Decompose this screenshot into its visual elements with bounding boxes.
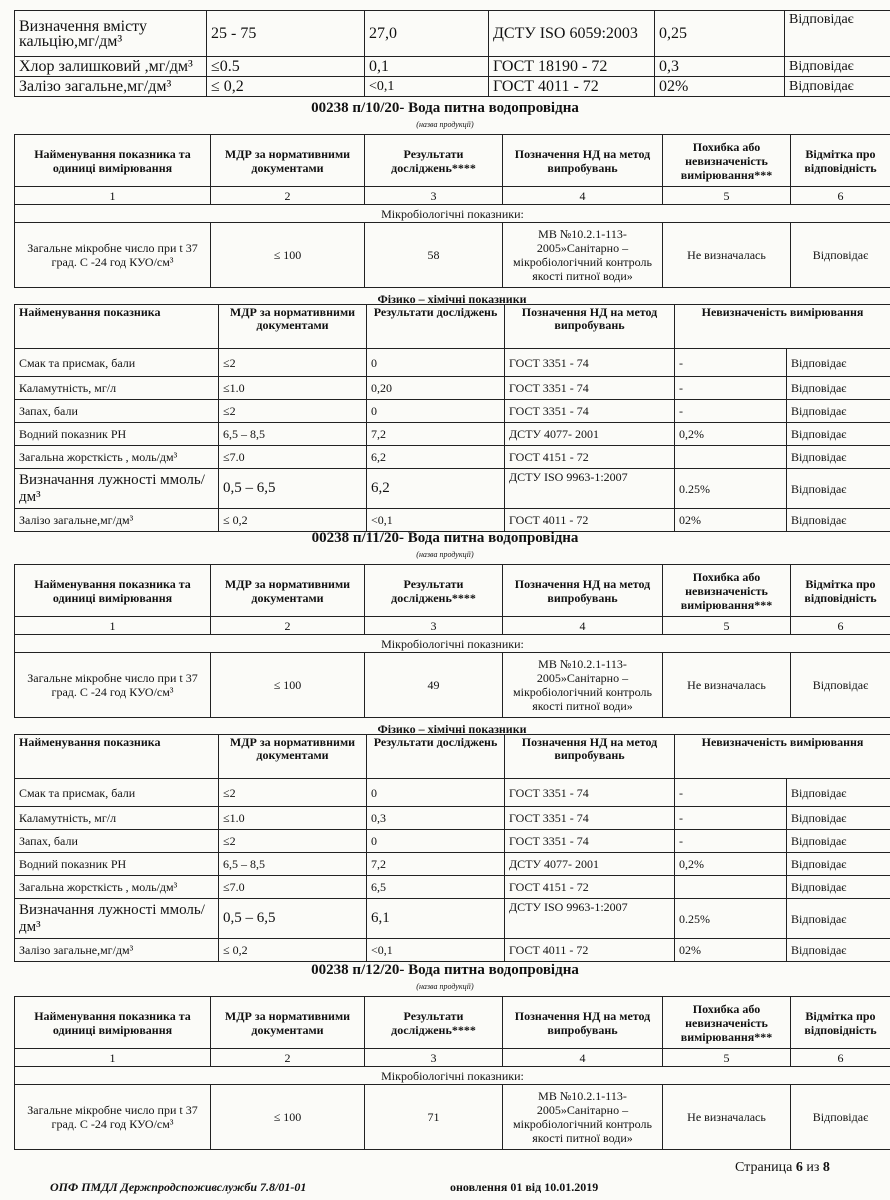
norm-value: ≤2	[219, 830, 367, 853]
mark-value: Відповідає	[787, 377, 890, 400]
uncert-value: 0,2%	[675, 423, 787, 446]
norm-value: ≤2	[219, 779, 367, 807]
mark-value: Відповідає	[787, 853, 890, 876]
header-name: Найменування показника та одиниці вимірювання	[15, 565, 211, 617]
norm-value: 6,5 – 8,5	[219, 423, 367, 446]
col-num: 1	[15, 617, 211, 635]
norm-value: 0,5 – 6,5	[219, 899, 367, 939]
table-row	[15, 1085, 890, 1150]
method-value: ГОСТ 3351 - 74	[505, 807, 675, 830]
header-method: Позначення НД на метод випробувань	[505, 735, 675, 779]
result-value: 0,20	[367, 377, 505, 400]
method-value: ГОСТ 3351 - 74	[505, 830, 675, 853]
column-numbers-row	[15, 617, 890, 635]
uncert-value: Не визначалась	[663, 653, 791, 718]
header-method: Позначення НД на метод випробувань	[503, 565, 663, 617]
method-value: ГОСТ 3351 - 74	[505, 400, 675, 423]
result-value: 71	[365, 1085, 503, 1150]
param-name: Каламутність, мг/л	[15, 807, 219, 830]
mark-value: Відповідає	[791, 1085, 890, 1150]
mark-value: Відповідає	[787, 939, 890, 962]
norm-value: ≤1.0	[219, 807, 367, 830]
col-num: 5	[663, 617, 791, 635]
method-value: ДСТУ ISO 9963-1:2007	[505, 469, 675, 509]
uncert-value: Не визначалась	[663, 1085, 791, 1150]
param-name: Залізо загальне,мг/дм³	[15, 509, 219, 532]
result-value: 0	[367, 400, 505, 423]
param-name: Смак та присмак, бали	[15, 349, 219, 377]
param-name: Смак та присмак, бали	[15, 779, 219, 807]
table-header-row	[15, 565, 890, 617]
uncert-value: 02%	[655, 77, 785, 97]
col-num: 3	[365, 1049, 503, 1067]
param-name: Визначення вмісту кальцію,мг/дм³	[15, 11, 207, 57]
method-value: ГОСТ 3351 - 74	[505, 779, 675, 807]
param-name: Загальне мікробне число при t 37 град. С -24 год КУО/см³	[15, 223, 211, 288]
table-header-row	[15, 305, 890, 349]
footer-form-code: ОПФ ПМДЛ Держпродспоживслужби 7.8/01-01	[50, 1180, 307, 1194]
method-value: ГОСТ 4011 - 72	[489, 77, 655, 97]
result-value: 0,1	[365, 57, 489, 77]
result-value: 6,5	[367, 876, 505, 899]
uncert-value: -	[675, 349, 787, 377]
mark-value: Відповідає	[787, 349, 890, 377]
col-num: 3	[365, 187, 503, 205]
param-name: Каламутність, мг/л	[15, 377, 219, 400]
uncert-value: 0,2%	[675, 853, 787, 876]
micro-table	[14, 996, 890, 1150]
uncert-value: 0,25	[655, 11, 785, 57]
mark-value: Відповідає	[785, 77, 890, 97]
table-row	[15, 807, 890, 830]
result-value: 0	[367, 349, 505, 377]
product-subtitle: (назва продукції)	[416, 120, 474, 129]
table-row	[15, 469, 890, 509]
header-mark: Відмітка про відповідність	[791, 565, 890, 617]
method-value: ДСТУ 4077- 2001	[505, 853, 675, 876]
col-num: 4	[503, 617, 663, 635]
table-header-row	[15, 735, 890, 779]
product-title: 00238 п/11/20- Вода питна водопровідна	[311, 530, 579, 546]
result-value: 7,2	[367, 853, 505, 876]
method-value: ГОСТ 4151 - 72	[505, 446, 675, 469]
table-row	[15, 377, 890, 400]
mark-value: Відповідає	[787, 509, 890, 532]
col-num: 2	[211, 1049, 365, 1067]
method-value: ГОСТ 4011 - 72	[505, 509, 675, 532]
header-result: Результати досліджень****	[365, 997, 503, 1049]
header-mark: Відмітка про відповідність	[791, 135, 890, 187]
param-name: Водний показник РН	[15, 853, 219, 876]
micro-table	[14, 134, 890, 288]
norm-value: ≤7.0	[219, 446, 367, 469]
col-num: 5	[663, 1049, 791, 1067]
param-name: Визначання лужності ммоль/дм³	[15, 899, 219, 939]
method-value: ДСТУ ISO 9963-1:2007	[505, 899, 675, 939]
table-row	[15, 223, 890, 288]
section-row	[15, 1067, 890, 1085]
header-result: Результати досліджень	[367, 305, 505, 349]
norm-value: ≤2	[219, 400, 367, 423]
mark-value: Відповідає	[787, 423, 890, 446]
mark-value: Відповідає	[785, 11, 890, 57]
table-row	[15, 11, 890, 57]
section-label: Фізико – хімічні показники	[377, 292, 527, 306]
uncert-value: 02%	[675, 509, 787, 532]
method-value: ГОСТ 3351 - 74	[505, 349, 675, 377]
method-value: ДСТУ ISO 6059:2003	[489, 11, 655, 57]
table-row	[15, 349, 890, 377]
norm-value: ≤ 0,2	[207, 77, 365, 97]
mark-value: Відповідає	[785, 57, 890, 77]
table-row	[15, 939, 890, 962]
mark-value: Відповідає	[787, 446, 890, 469]
uncert-value: 0.25%	[675, 899, 787, 939]
header-uncert: Невизначеність вимірювання	[675, 735, 890, 779]
norm-value: ≤ 0,2	[219, 509, 367, 532]
result-value: 0	[367, 830, 505, 853]
uncert-value: -	[675, 377, 787, 400]
col-num: 3	[365, 617, 503, 635]
section-row	[15, 205, 890, 223]
header-result: Результати досліджень	[367, 735, 505, 779]
uncert-value: -	[675, 830, 787, 853]
table-row	[15, 423, 890, 446]
header-mdr: МДР за нормативними документами	[219, 305, 367, 349]
param-name: Залізо загальне,мг/дм³	[15, 939, 219, 962]
result-value: 0,3	[367, 807, 505, 830]
result-value: 6,1	[367, 899, 505, 939]
table-header-row	[15, 997, 890, 1049]
norm-value: ≤2	[219, 349, 367, 377]
method-value: МВ №10.2.1-113-2005»Санітарно – мікробіологічний контроль якості питної води»	[503, 653, 663, 718]
uncert-value: 02%	[675, 939, 787, 962]
section-label: Мікробіологічні показники:	[15, 205, 890, 223]
header-method: Позначення НД на метод випробувань	[503, 997, 663, 1049]
mark-value: Відповідає	[787, 876, 890, 899]
table-row	[15, 853, 890, 876]
param-name: Запах, бали	[15, 830, 219, 853]
result-value: <0,1	[367, 509, 505, 532]
table-row	[15, 899, 890, 939]
norm-value: ≤ 100	[211, 223, 365, 288]
page-number	[735, 1160, 830, 1176]
col-num: 6	[791, 1049, 890, 1067]
param-name: Загальне мікробне число при t 37 град. С -24 год КУО/см³	[15, 653, 211, 718]
col-num: 2	[211, 617, 365, 635]
table-row	[15, 779, 890, 807]
footer-revision: оновлення 01 від 10.01.2019	[450, 1180, 599, 1194]
uncert-value: -	[675, 807, 787, 830]
product-subtitle: (назва продукції)	[416, 550, 474, 559]
table-row	[15, 876, 890, 899]
uncert-value: 0.25%	[675, 469, 787, 509]
mark-value: Відповідає	[787, 469, 890, 509]
micro-table	[14, 564, 890, 718]
param-name: Хлор залишковий ,мг/дм³	[15, 57, 207, 77]
page-prefix: Страница	[735, 1160, 793, 1175]
mark-value: Відповідає	[787, 400, 890, 423]
header-mdr: МДР за нормативними документами	[219, 735, 367, 779]
method-value: МВ №10.2.1-113-2005»Санітарно – мікробіологічний контроль якості питної води»	[503, 223, 663, 288]
param-name: Запах, бали	[15, 400, 219, 423]
table-row	[15, 653, 890, 718]
phys-table	[14, 304, 890, 532]
result-value: 49	[365, 653, 503, 718]
col-num: 5	[663, 187, 791, 205]
param-name: Загальна жорсткість , моль/дм³	[15, 876, 219, 899]
norm-value: ≤ 100	[211, 1085, 365, 1150]
norm-value: 25 - 75	[207, 11, 365, 57]
section-row	[15, 635, 890, 653]
table-row	[15, 509, 890, 532]
param-name: Залізо загальне,мг/дм³	[15, 77, 207, 97]
header-name: Найменування показника	[15, 305, 219, 349]
product-title: 00238 п/10/20- Вода питна водопровідна	[311, 100, 579, 116]
page-of: из	[806, 1160, 820, 1175]
mark-value: Відповідає	[787, 807, 890, 830]
uncert-value	[675, 446, 787, 469]
header-result: Результати досліджень****	[365, 135, 503, 187]
result-value: 27,0	[365, 11, 489, 57]
section-label: Мікробіологічні показники:	[15, 635, 890, 653]
col-num: 6	[791, 187, 890, 205]
result-value: 58	[365, 223, 503, 288]
table-row	[15, 57, 890, 77]
column-numbers-row	[15, 187, 890, 205]
norm-value: ≤ 100	[211, 653, 365, 718]
param-name: Загальне мікробне число при t 37 град. С -24 год КУО/см³	[15, 1085, 211, 1150]
norm-value: ≤7.0	[219, 876, 367, 899]
result-value: 7,2	[367, 423, 505, 446]
uncert-value: Не визначалась	[663, 223, 791, 288]
result-value: 6,2	[367, 469, 505, 509]
col-num: 1	[15, 187, 211, 205]
header-result: Результати досліджень****	[365, 565, 503, 617]
page-total: 8	[822, 1160, 830, 1175]
mark-value: Відповідає	[791, 653, 890, 718]
norm-value: ≤0.5	[207, 57, 365, 77]
header-mark: Відмітка про відповідність	[791, 997, 890, 1049]
method-value: ДСТУ 4077- 2001	[505, 423, 675, 446]
section-label: Мікробіологічні показники:	[15, 1067, 890, 1085]
header-mdr: МДР за нормативними документами	[211, 135, 365, 187]
column-numbers-row	[15, 1049, 890, 1067]
header-name: Найменування показника	[15, 735, 219, 779]
uncert-value: 0,3	[655, 57, 785, 77]
norm-value: ≤ 0,2	[219, 939, 367, 962]
method-value: МВ №10.2.1-113-2005»Санітарно – мікробіологічний контроль якості питної води»	[503, 1085, 663, 1150]
norm-value: ≤1.0	[219, 377, 367, 400]
mark-value: Відповідає	[787, 779, 890, 807]
continued-table	[14, 10, 890, 97]
mark-value: Відповідає	[787, 899, 890, 939]
uncert-value: -	[675, 779, 787, 807]
method-value: ГОСТ 4011 - 72	[505, 939, 675, 962]
col-num: 2	[211, 187, 365, 205]
header-uncert: Похибка або невизначеність вимірювання***	[663, 135, 791, 187]
page-current: 6	[795, 1160, 803, 1175]
table-row	[15, 400, 890, 423]
mark-value: Відповідає	[787, 830, 890, 853]
header-uncert: Похибка або невизначеність вимірювання***	[663, 565, 791, 617]
param-name: Визначання лужності ммоль/дм³	[15, 469, 219, 509]
col-num: 1	[15, 1049, 211, 1067]
section-label: Фізико – хімічні показники	[377, 722, 527, 736]
header-name: Найменування показника та одиниці вимірювання	[15, 997, 211, 1049]
method-value: ГОСТ 4151 - 72	[505, 876, 675, 899]
table-row	[15, 77, 890, 97]
header-uncert: Похибка або невизначеність вимірювання***	[663, 997, 791, 1049]
method-value: ГОСТ 3351 - 74	[505, 377, 675, 400]
header-method: Позначення НД на метод випробувань	[505, 305, 675, 349]
col-num: 6	[791, 617, 890, 635]
header-mdr: МДР за нормативними документами	[211, 997, 365, 1049]
param-name: Загальна жорсткість , моль/дм³	[15, 446, 219, 469]
header-method: Позначення НД на метод випробувань	[503, 135, 663, 187]
uncert-value	[675, 876, 787, 899]
table-row	[15, 830, 890, 853]
result-value: 6,2	[367, 446, 505, 469]
col-num: 4	[503, 187, 663, 205]
header-mdr: МДР за нормативними документами	[211, 565, 365, 617]
param-name: Водний показник РН	[15, 423, 219, 446]
uncert-value: -	[675, 400, 787, 423]
result-value: <0,1	[367, 939, 505, 962]
col-num: 4	[503, 1049, 663, 1067]
product-title: 00238 п/12/20- Вода питна водопровідна	[311, 962, 579, 978]
result-value: <0,1	[365, 77, 489, 97]
phys-table	[14, 734, 890, 962]
norm-value: 0,5 – 6,5	[219, 469, 367, 509]
method-value: ГОСТ 18190 - 72	[489, 57, 655, 77]
result-value: 0	[367, 779, 505, 807]
table-header-row	[15, 135, 890, 187]
norm-value: 6,5 – 8,5	[219, 853, 367, 876]
product-subtitle: (назва продукції)	[416, 982, 474, 991]
header-uncert: Невизначеність вимірювання	[675, 305, 890, 349]
table-row	[15, 446, 890, 469]
header-name: Найменування показника та одиниці вимірювання	[15, 135, 211, 187]
mark-value: Відповідає	[791, 223, 890, 288]
